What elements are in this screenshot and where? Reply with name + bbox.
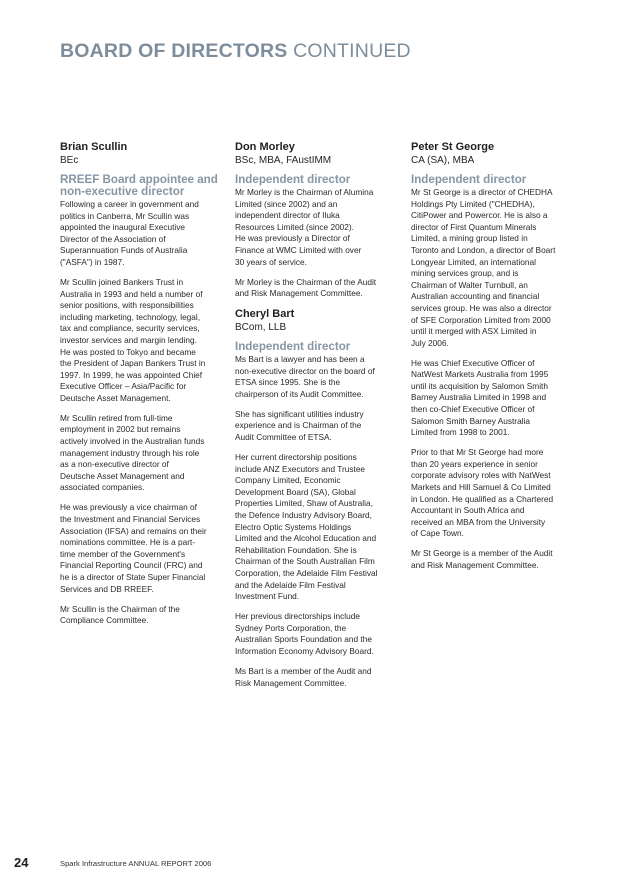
- column-2: [235, 141, 407, 698]
- director-qualifications: BCom, LLB: [235, 322, 287, 334]
- director-qualifications: BEc: [60, 155, 79, 166]
- director-profile: [235, 308, 407, 689]
- bio-paragraph: He was previously a vice chairman of the Investment and Financial Services Association (IFSA) and remains on their nominations committee. He is a part- time member of the Government's Financial Reporting Council (FRC) and he is a director of State Super Financial Services and DB RREEF.: [60, 502, 207, 594]
- director-role: Independent director: [235, 340, 351, 354]
- director-name: Peter St George: [411, 141, 495, 153]
- director-profile: [235, 141, 407, 300]
- director-role: Independent director: [411, 173, 527, 186]
- bio-paragraph: Mr Morley is the Chairman of the Audit and Risk Management Committee.: [235, 276, 377, 299]
- bio-paragraph: Ms Bart is a lawyer and has been a non-executive director on the board of ETSA since 1995. She is the chairperson of its Audit Committee.: [235, 354, 375, 399]
- column-3: [411, 141, 583, 580]
- page-title: [60, 40, 411, 63]
- page-title-bold: BOARD OF DIRECTORS: [60, 40, 288, 62]
- bio-paragraph: Ms Bart is a member of the Audit and Risk Management Committee.: [235, 665, 372, 688]
- director-profile: [411, 141, 583, 572]
- page-title-continued: CONTINUED: [293, 40, 411, 62]
- director-role: RREEF Board appointee and non-executive director: [60, 173, 218, 198]
- director-name: Cheryl Bart: [235, 308, 295, 321]
- director-role: Independent director: [235, 173, 351, 186]
- column-1: [60, 141, 232, 635]
- page-number: 24: [14, 855, 29, 870]
- bio-paragraph: Mr Scullin joined Bankers Trust in Australia in 1993 and held a number of senior positions, with responsibilities including marketing, technology, legal, tax and compliance, security services, investor services and margin lending. He was posted to Tokyo and became the President of Japan Bankers Trust in 1997. In 1999, he was appointed Chief Executive Officer – Asia/Pacific for Deutsche Asset Management.: [60, 276, 206, 403]
- bio-paragraph: Prior to that Mr St George had more than 20 years experience in senior corporate advisory roles with NatWest Markets and Hill Samuel & Co Limited in London. He qualified as a Chartered Accountant in South Africa and received an MBA from the University of Cape Town.: [411, 447, 554, 539]
- bio-paragraph: Mr Scullin is the Chairman of the Compliance Committee.: [60, 603, 180, 626]
- footer-publication: Spark Infrastructure ANNUAL REPORT 2006: [60, 859, 212, 868]
- director-name: Don Morley: [235, 141, 295, 153]
- bio-paragraph: Mr St George is a member of the Audit and Risk Management Committee.: [411, 548, 553, 570]
- bio-paragraph: Following a career in government and politics in Canberra, Mr Scullin was appointed the inaugural Executive Director of the Association of Superannuation Funds of Australia ("ASFA") in 1987.: [60, 199, 199, 267]
- bio-paragraph: Mr Scullin retired from full-time employment in 2002 but remains actively involved in the Australian funds management industry through his role as a non-executive director of Deutsche Asset Management and associated companies.: [60, 412, 205, 493]
- director-qualifications: CA (SA), MBA: [411, 155, 475, 166]
- bio-paragraph: Mr St George is a director of CHEDHA Holdings Pty Limited ("CHEDHA), CitiPower and Powercor. He is also a director of First Quantum Minerals Limited, a mining group listed in Toronto and London, a director of Boart Longyear Limited, an international mining services group, and is Chairman of Walter Turnbull, an Australian accounting and financial services group. He was also a director of SFE Corporation Limited from 2000 until it merged with ASX Limited in July 2006.: [411, 187, 556, 348]
- director-name: Brian Scullin: [60, 141, 128, 153]
- bio-paragraph: Her previous directorships include Sydney Ports Corporation, the Australian Sports Foundation and the Information Economy Advisory Board.: [235, 611, 374, 656]
- director-qualifications: BSc, MBA, FAustIMM: [235, 155, 332, 166]
- bio-paragraph: Her current directorship positions include ANZ Executors and Trustee Company Limited, Economic Development Board (SA), Global Properties Limited, Shaw of Australia, the Defence Industry Advisory Board, Electro Optic Systems Holdings Limited and the Alcohol Education and Rehabilitation Foundation. She is Chairman of the South Australian Film Corporation, the Adelaide Film Festival and the Adelaide Film Festival Investment Fund.: [235, 452, 378, 602]
- bio-paragraph: He was Chief Executive Officer of NatWest Markets Australia from 1995 until its acquisition by Salomon Smith Barney Australia Limited in 1998 and then co-Chief Executive Officer of Salomon Smith Barney Australia Limited from 1998 to 2001.: [411, 357, 549, 438]
- bio-paragraph: She has significant utilities industry experience and is Chairman of the Audit Committee of ETSA.: [235, 408, 364, 443]
- director-profile: [60, 141, 232, 627]
- bio-paragraph: Mr Morley is the Chairman of Alumina Limited (since 2002) and an independent director of Iluka Resources Limited (since 2002). He was previously a Director of Finance at WMC Limited with over 30 years of service.: [235, 187, 374, 267]
